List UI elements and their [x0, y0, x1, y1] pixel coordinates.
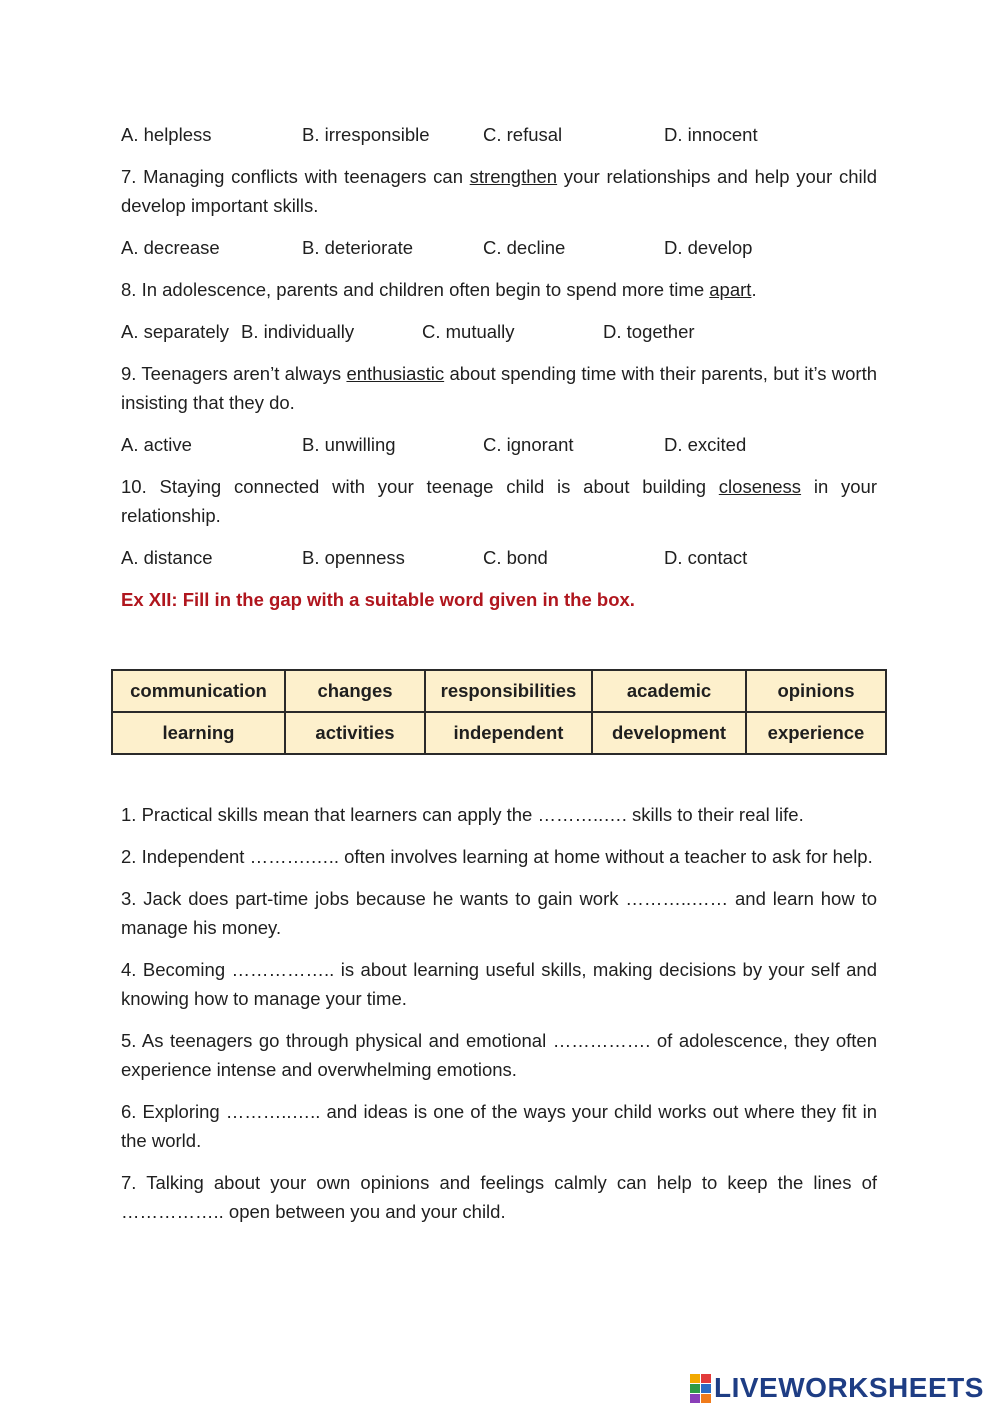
word-cell: responsibilities	[425, 670, 592, 712]
logo-mark-icon	[690, 1374, 711, 1403]
fill-sentence-2: 2. Independent ……….….. often involves learning at home without a teacher to ask for help.	[121, 846, 873, 867]
word-box-row	[112, 712, 886, 754]
word-cell: academic	[592, 670, 746, 712]
fill-sentence-7: 7. Talking about your own opinions and feelings calmly can help to keep the lines of …………….. open between you and your child.	[121, 1172, 877, 1222]
options-row-10	[121, 543, 877, 572]
options-row-9	[121, 430, 877, 459]
fill-sentence-1: 1. Practical skills mean that learners can apply the ………..…. skills to their real life.	[121, 804, 804, 825]
question-7: 7. Managing conflicts with teenagers can strengthen your relationships and help your child develop important skills.	[121, 166, 877, 216]
fill-sentence-3: 3. Jack does part-time jobs because he wants to gain work ………..…… and learn how to manage his money.	[121, 888, 877, 938]
word-cell: learning	[112, 712, 285, 754]
option-b[interactable]: B. unwilling	[302, 434, 396, 455]
option-b[interactable]: B. openness	[302, 547, 405, 568]
question-10: 10. Staying connected with your teenage child is about building closeness in your relationship.	[121, 476, 878, 526]
option-a[interactable]: A. active	[121, 434, 192, 455]
underlined-word: apart	[709, 279, 752, 300]
underlined-word: strengthen	[469, 166, 558, 187]
question-9: 9. Teenagers aren’t always enthusiastic about spending time with their parents, but it’s worth insisting that they do.	[121, 363, 878, 413]
option-c[interactable]: C. decline	[483, 237, 566, 258]
option-d[interactable]: D. innocent	[664, 124, 758, 145]
word-cell: communication	[112, 670, 285, 712]
option-a[interactable]: A. helpless	[121, 124, 212, 145]
option-d[interactable]: D. excited	[664, 434, 747, 455]
logo-text: LIVEWORKSHEETS	[714, 1372, 984, 1403]
word-box	[111, 669, 887, 755]
liveworksheets-logo	[690, 1372, 984, 1404]
option-d[interactable]: D. develop	[664, 237, 753, 258]
word-cell: changes	[285, 670, 425, 712]
fill-in-section	[121, 800, 877, 1239]
option-c[interactable]: C. bond	[483, 547, 548, 568]
word-box-row	[112, 670, 886, 712]
exercise-heading: Ex XII: Fill in the gap with a suitable word given in the box.	[121, 589, 635, 610]
option-c[interactable]: C. mutually	[422, 321, 515, 342]
option-c[interactable]: C. ignorant	[483, 434, 574, 455]
options-row-7	[121, 233, 877, 262]
option-b[interactable]: B. deteriorate	[302, 237, 414, 258]
option-b[interactable]: B. irresponsible	[302, 124, 430, 145]
word-cell: independent	[425, 712, 592, 754]
underlined-word: enthusiastic	[346, 363, 445, 384]
option-c[interactable]: C. refusal	[483, 124, 563, 145]
option-d[interactable]: D. together	[603, 321, 695, 342]
options-row-8	[121, 317, 877, 346]
fill-sentence-4: 4. Becoming …………….. is about learning useful skills, making decisions by your self and knowing how to manage your time.	[121, 959, 877, 1009]
question-section	[121, 120, 877, 654]
option-d[interactable]: D. contact	[664, 547, 748, 568]
word-cell: opinions	[746, 670, 886, 712]
option-a[interactable]: A. separately	[121, 321, 229, 342]
word-cell: development	[592, 712, 746, 754]
fill-sentence-6: 6. Exploring ………..….. and ideas is one of the ways your child works out where they fit in the world.	[121, 1101, 877, 1151]
underlined-word: closeness	[718, 476, 802, 497]
fill-sentence-5: 5. As teenagers go through physical and emotional ……………. of adolescence, they often experience intense and overwhelming emotions.	[121, 1030, 877, 1080]
question-8: 8. In adolescence, parents and children often begin to spend more time apart.	[121, 279, 757, 300]
option-a[interactable]: A. distance	[121, 547, 213, 568]
word-cell: activities	[285, 712, 425, 754]
option-a[interactable]: A. decrease	[121, 237, 220, 258]
option-b[interactable]: B. individually	[241, 321, 355, 342]
options-row-6	[121, 120, 877, 149]
word-cell: experience	[746, 712, 886, 754]
